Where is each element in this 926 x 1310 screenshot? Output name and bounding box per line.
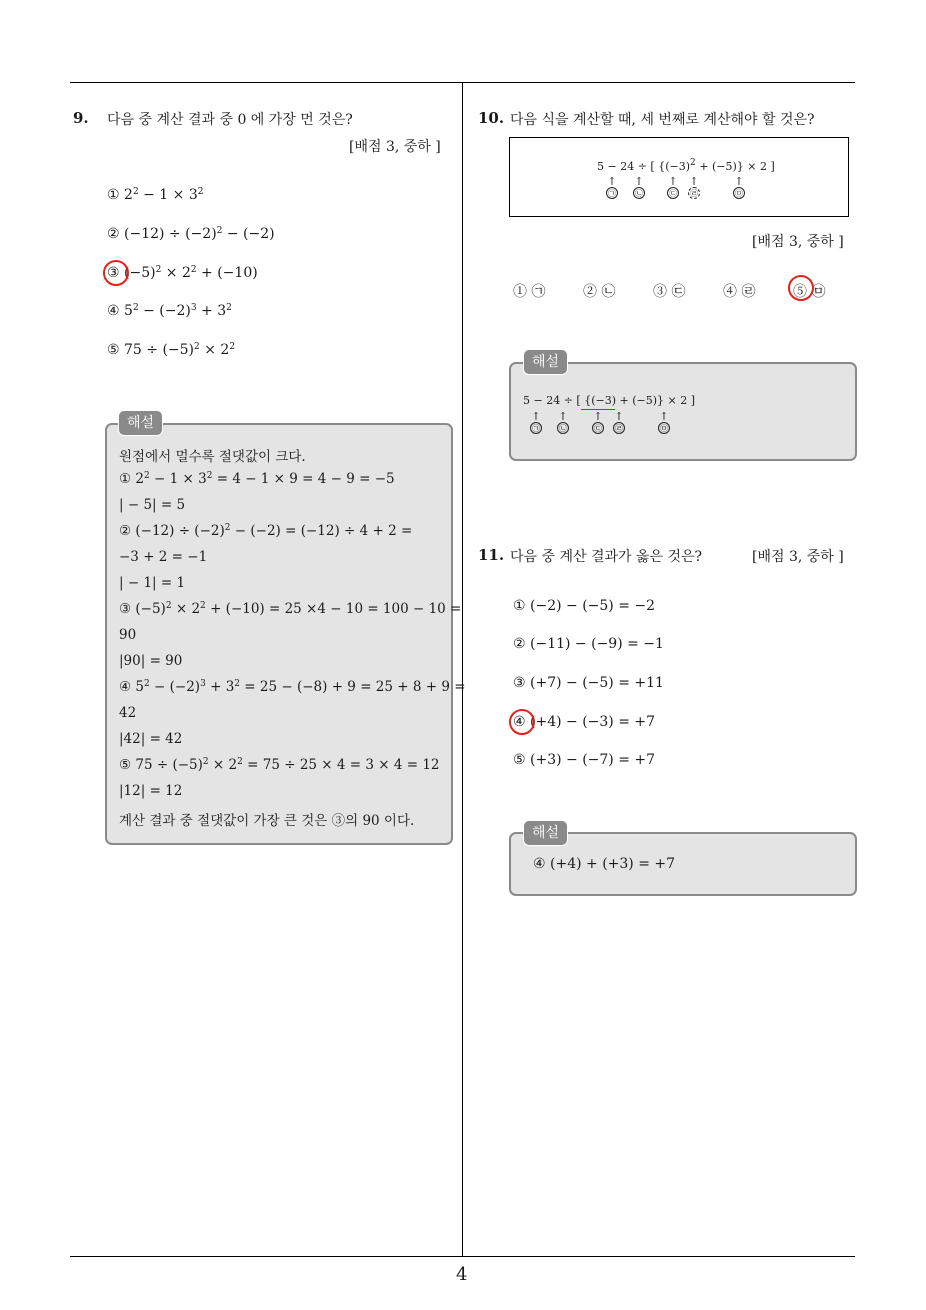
q10-option-4[interactable] (723, 281, 755, 301)
option-marker: ③ (513, 675, 526, 691)
option-marker: ③ (653, 284, 667, 300)
option-marker: ④ (723, 284, 737, 300)
q11-solution-tab: 해설 (523, 820, 568, 846)
q11-option-2[interactable] (513, 636, 664, 652)
q10-solution-mark: ↑ ㉤ (659, 410, 669, 433)
option-marker: ② (583, 284, 597, 300)
q10-solution-mark: ↑ ㉣ (614, 410, 624, 433)
q9-text: 다음 중 계산 결과 중 0 에 가장 먼 것은? (107, 112, 353, 128)
option-marker: ① (107, 187, 120, 203)
q9-option-1[interactable] (107, 187, 203, 203)
option-expression: $(-12) \div (-2)^2 - (-2)$ (124, 226, 275, 242)
option-marker: ② (107, 226, 120, 242)
option-expression: $(-5)^2 \times 2^2 + (-10)$ (124, 265, 258, 281)
option-marker: ① (513, 598, 526, 614)
option-marker: ② (513, 636, 526, 652)
q11-answer-circle (509, 709, 535, 735)
q11-option-3[interactable] (513, 675, 664, 691)
q9-solution-line: 90 (119, 627, 137, 643)
q10-figure-expression: 5 − 24 ÷ [ $\{(-3)^2 + (-5)\} \times 2$ ] (597, 158, 775, 173)
option-marker: ④ (513, 714, 526, 730)
q10-figure-mark: ↑ ㉡ (634, 175, 644, 198)
q9-solution-line: ④ $5^2 - (-2)^3 + 3^2 = 25 - (-8) + 9 = 25 + 8 + 9$ = (119, 679, 466, 695)
q10-meta: [배점 3, 중하 ] (752, 234, 844, 250)
q10-option-1[interactable] (513, 281, 545, 301)
q11-option-5[interactable] (513, 752, 655, 768)
option-label: ㉡ (601, 284, 616, 300)
q9-option-4[interactable] (107, 303, 232, 319)
option-marker: ⑤ (513, 752, 526, 768)
q10-option-2[interactable] (583, 281, 615, 301)
option-label: ㉣ (741, 284, 756, 300)
option-expression: $2^2 - 1 \times 3^2$ (124, 187, 204, 203)
column-divider (462, 82, 463, 1256)
q10-figure-mark: ↑ ㉤ (734, 175, 744, 198)
q9-solution-line: |12| = 12 (119, 783, 183, 799)
q10-number: 10. (478, 109, 505, 127)
q10-answer-circle (788, 275, 814, 301)
option-expression: $75 \div (-5)^2 \times 2^2$ (124, 342, 236, 358)
option-expression: (+3) − (−7) = +7 (530, 752, 656, 768)
option-expression: (+4) − (−3) = +7 (530, 714, 656, 730)
option-marker: ⑤ (793, 284, 807, 300)
q9-answer-circle (103, 260, 129, 286)
q10-figure-mark: ↑ ㉠ (607, 175, 617, 198)
q11-solution-line: ④ (+4) + (+3) = +7 (533, 856, 676, 872)
bottom-rule (70, 1256, 855, 1257)
option-marker: ④ (107, 303, 120, 319)
q9-meta: [배점 3, 중하 ] (349, 139, 441, 155)
option-marker: ⑤ (107, 342, 120, 358)
option-expression: (−2) − (−5) = −2 (530, 598, 656, 614)
q10-text: 다음 식을 계산할 때, 세 번째로 계산해야 할 것은? (510, 112, 815, 128)
option-expression: $5^2 - (-2)^3 + 3^2$ (124, 303, 232, 319)
q10-solution-tab: 해설 (523, 349, 568, 375)
q10-solution-expression: 5 − 24 ÷ [ {(−3) + (−5)} × 2 ] (523, 394, 696, 407)
q11-option-1[interactable] (513, 598, 655, 614)
q9-solution-line: 계산 결과 중 절댓값이 가장 큰 것은 ③의 90 이다. (119, 813, 415, 829)
q10-solution-mark: ↑ ㉢ (593, 410, 603, 433)
q9-option-2[interactable] (107, 226, 275, 242)
option-marker: ① (513, 284, 527, 300)
option-label: ㉢ (671, 284, 686, 300)
q10-option-3[interactable] (653, 281, 685, 301)
q9-solution-line: | − 1| = 1 (119, 575, 186, 591)
q9-solution-line: 원점에서 멀수록 절댓값이 크다. (119, 449, 306, 465)
q11-meta: [배점 3, 중하 ] (752, 549, 844, 565)
q11-number: 11. (478, 546, 505, 564)
option-expression: (−11) − (−9) = −1 (530, 636, 664, 652)
q9-option-5[interactable] (107, 342, 235, 358)
option-marker: ③ (107, 265, 120, 281)
q9-solution-line: ② $(-12) \div (-2)^2 - (-2) = (-12) \div 4 + 2$ = (119, 523, 413, 539)
q10-solution-mark: ↑ ㉡ (558, 410, 568, 433)
q9-solution-line: ① $2^2 - 1 \times 3^2 = 4 - 1 \times 9 = 4 - 9 = -5$ (119, 471, 395, 487)
option-expression: (+7) − (−5) = +11 (530, 675, 664, 691)
q10-figure-box (509, 137, 849, 217)
q9-solution-line: 42 (119, 705, 137, 721)
q10-solution-mark: ↑ ㉠ (531, 410, 541, 433)
q9-solution-line: | − 5| = 5 (119, 497, 186, 513)
q9-solution-line: ⑤ $75 \div (-5)^2 \times 2^2 = 75 \div 25 \times 4 = 3 \times 4 = 12$ (119, 757, 440, 773)
q9-solution-tab: 해설 (118, 410, 163, 436)
q9-solution-box (105, 423, 466, 845)
option-label: ㉠ (531, 284, 546, 300)
q9-solution-line: −3 + 2 = −1 (119, 549, 208, 565)
q10-figure-mark: ↑ ㉣ (689, 175, 699, 198)
q11-text: 다음 중 계산 결과가 옳은 것은? (510, 549, 703, 565)
q9-solution-line: |90| = 90 (119, 653, 183, 669)
page-number: 4 (456, 1264, 468, 1285)
q9-solution-line: ③ $(-5)^2 \times 2^2 + (-10) = 25 \times 4 - 10 = 100 - 10$ = (119, 601, 462, 617)
q10-figure-mark: ↑ ㉢ (668, 175, 678, 198)
option-label: ㉤ (811, 284, 826, 300)
q10-solution-box (509, 362, 857, 461)
q9-solution-line: |42| = 42 (119, 731, 183, 747)
q9-number: 9. (73, 109, 89, 127)
q9-option-3[interactable] (107, 265, 258, 281)
